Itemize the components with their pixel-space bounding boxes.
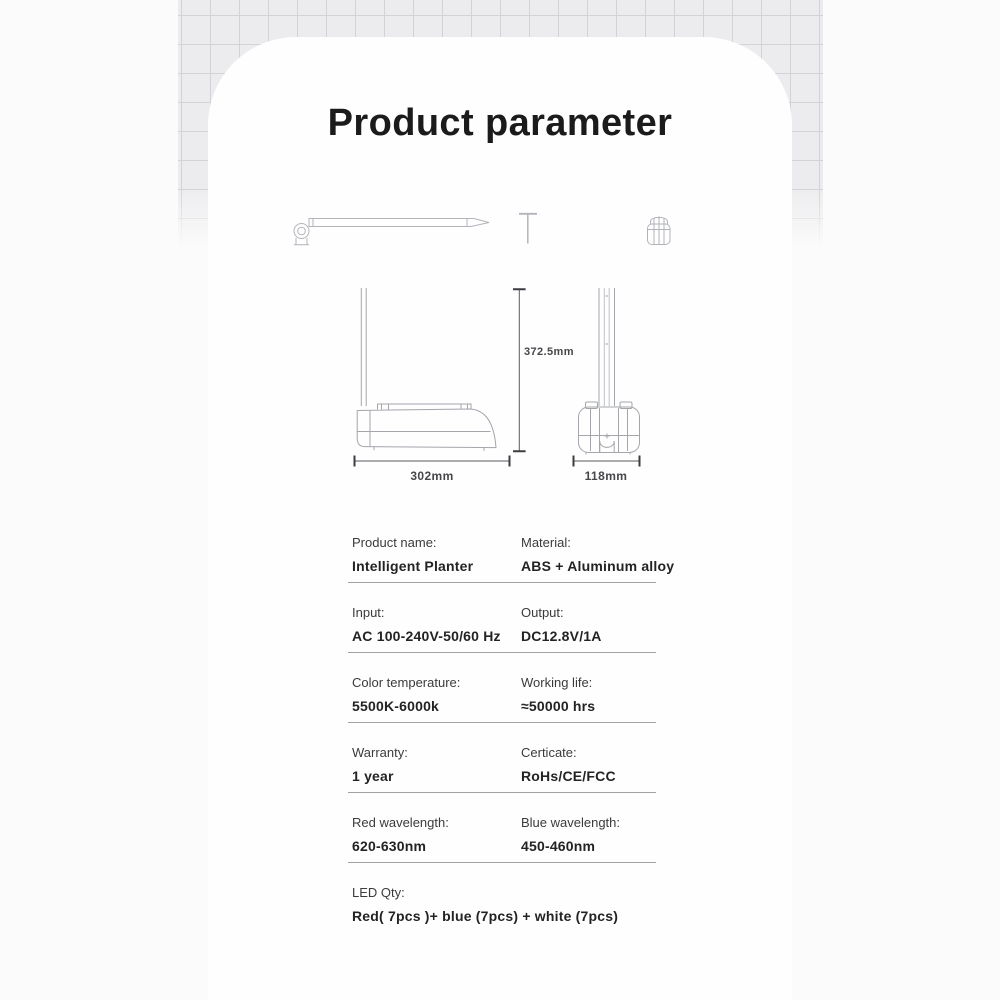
spec-value: ≈50000 hrs xyxy=(521,698,596,714)
parts-icons xyxy=(285,205,680,250)
spec-value: 620-630nm xyxy=(352,838,427,854)
spec-label: Certicate: xyxy=(521,745,577,760)
side-view-drawing xyxy=(579,288,640,455)
spec-label: Input: xyxy=(352,605,385,620)
spec-label: Color temperature: xyxy=(352,675,461,690)
spec-label: Product name: xyxy=(352,535,437,550)
spec-label: Warranty: xyxy=(352,745,408,760)
row-divider xyxy=(348,722,656,723)
spec-value: RoHs/CE/FCC xyxy=(521,768,616,784)
spec-value: 5500K-6000k xyxy=(352,698,440,714)
row-divider xyxy=(348,582,656,583)
spec-value: 1 year xyxy=(352,768,394,784)
spec-value: Red( 7pcs )+ blue (7pcs) + white (7pcs) xyxy=(352,908,619,924)
spec-label: Material: xyxy=(521,535,571,550)
spec-value: DC12.8V/1A xyxy=(521,628,602,644)
spec-label: LED Qty: xyxy=(352,885,405,900)
page-title: Product parameter xyxy=(327,102,673,144)
front-view-drawing xyxy=(357,288,496,451)
spec-label: Red wavelength: xyxy=(352,815,449,830)
spec-label: Blue wavelength: xyxy=(521,815,621,830)
dimension-lines xyxy=(355,289,640,467)
table-row xyxy=(348,746,656,793)
dimension-label-width: 302mm xyxy=(410,469,454,483)
spec-value: AC 100-240V-50/60 Hz xyxy=(352,628,501,644)
planter-base-icon xyxy=(648,216,671,244)
spec-table xyxy=(348,535,675,924)
dimension-label-depth: 118mm xyxy=(584,469,628,483)
lamp-arm-icon xyxy=(294,219,489,245)
table-row xyxy=(348,606,656,653)
table-row xyxy=(348,886,656,924)
support-pole-icon xyxy=(519,214,537,244)
dimension-label-height: 372.5mm xyxy=(524,346,574,358)
table-row xyxy=(348,676,656,723)
row-divider xyxy=(348,652,656,653)
spec-label: Output: xyxy=(521,605,564,620)
spec-label: Working life: xyxy=(521,675,593,690)
table-row xyxy=(348,816,656,863)
dimension-drawing xyxy=(340,282,660,488)
row-divider xyxy=(348,862,656,863)
table-row xyxy=(348,535,675,583)
spec-value: ABS + Aluminum alloy xyxy=(521,558,675,574)
spec-value: 450-460nm xyxy=(521,838,596,854)
row-divider xyxy=(348,792,656,793)
spec-value: Intelligent Planter xyxy=(352,558,474,574)
